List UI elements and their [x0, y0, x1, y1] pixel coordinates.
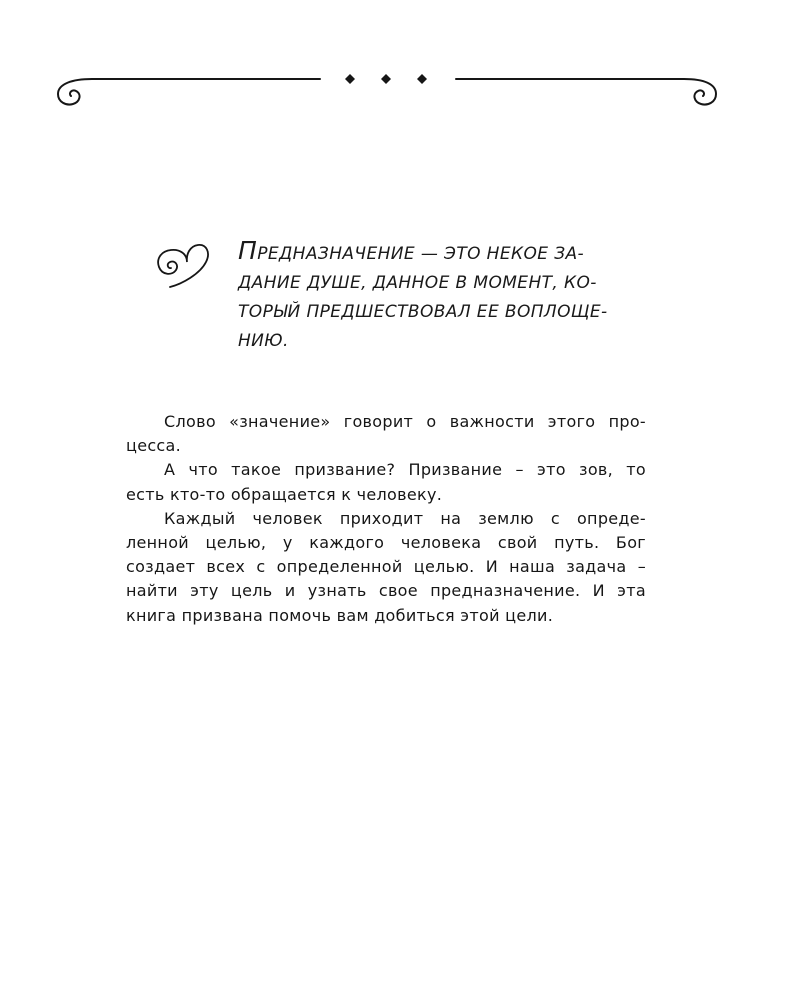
body-line: А что такое призвание? Призвание – это зов, то [164, 460, 646, 480]
body-line: ленной целью, у каждого человека свой путь. Бог [126, 533, 646, 553]
heart-swirl-icon [152, 240, 214, 290]
body-line: есть кто-то обращается к человеку. [126, 484, 443, 504]
quote-dropcap: П [238, 236, 258, 265]
body-line: цесса. [126, 436, 182, 456]
body-line: книга призвана помочь вам добиться этой цели. [126, 605, 554, 625]
quote-line: ДАНИЕ ДУШЕ, ДАННОЕ В МОМЕНТ, КО- [238, 273, 597, 293]
diamond-right [417, 74, 427, 84]
quote-line: ТОРЫЙ ПРЕДШЕСТВОВАЛ ЕЕ ВОПЛОЩЕ- [238, 302, 608, 322]
quote-text [238, 236, 608, 356]
diamond-left [345, 74, 355, 84]
body-line: Каждый человек приходит на землю с опреде- [164, 508, 646, 528]
quote-line: ПРЕДНАЗНАЧЕНИЕ — ЭТО НЕКОЕ ЗА- [238, 236, 585, 265]
scroll-divider-icon [0, 0, 800, 120]
body-line: создает всех с определенной целью. И наша задача – [126, 557, 646, 577]
body-line: найти эту цель и узнать свое предназначение. И эта [126, 581, 646, 601]
body-line: Слово «значение» говорит о важности этого про- [164, 412, 646, 431]
header-scroll-divider [0, 0, 800, 120]
body-paragraphs [126, 410, 646, 628]
pull-quote [152, 236, 612, 366]
diamond-center [381, 74, 391, 84]
quote-line: НИЮ. [238, 331, 289, 351]
